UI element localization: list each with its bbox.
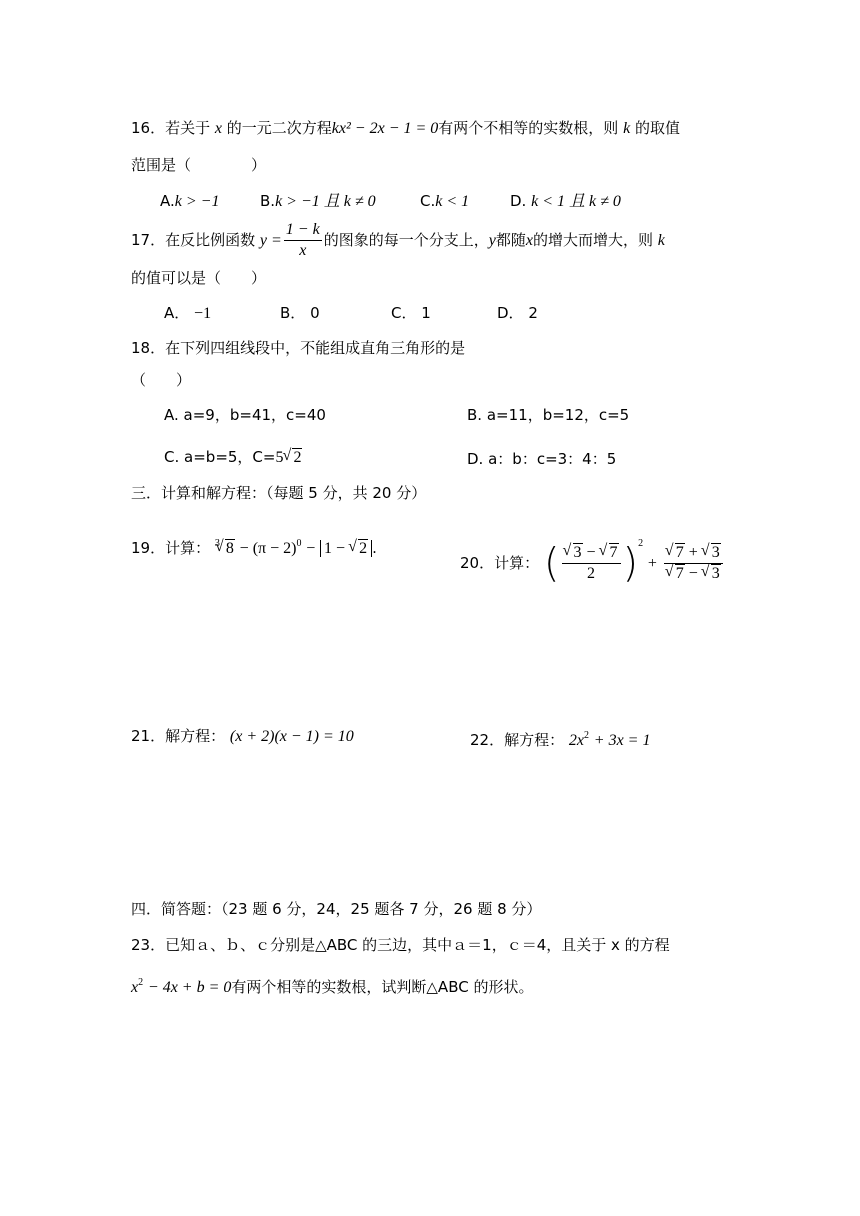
q18-option-b: B. a=11，b=12，c=5 <box>467 406 630 424</box>
q18-option-a: A. a=9，b=41，c=40 <box>164 406 326 424</box>
q17-option-c: C． 1 <box>391 304 431 322</box>
section3-title: 三．计算和解方程：（每题 5 分，共 20 分） <box>131 484 427 502</box>
q20: 20．计算： ( √ $\frac{3 - √ 7}{2}$ )$^2$ + √ 7 + √ 3 √ 7 − √ 3 <box>460 518 725 590</box>
q16-option-a: A.k > −1 <box>160 192 220 210</box>
q19: 19．计算： $^3$√ $8 - (\pi - 2)^0 - 1$ − √ 2 . <box>131 533 377 560</box>
q16-line2: 范围是（ ） <box>131 156 267 174</box>
q17-option-b: B． 0 <box>280 304 320 322</box>
q16-option-b: B.k > −1 且 k ≠ 0 <box>260 192 376 210</box>
q17-option-a: A． −1 <box>164 304 212 322</box>
q17-line1: 17．在反比例函数 y = $\frac{1 - k}{x}$ 的图象的每一个分支上，y都随x的增大而增大，则 k <box>131 221 665 259</box>
q17-fraction: $\frac{1 - k}{x}$ <box>285 221 320 259</box>
q22: 22．解方程： $2x^2 + 3x = 1$ <box>470 730 651 749</box>
q16-number: 16． <box>131 119 166 137</box>
q18-option-c: C. a=b=5，C=5√ 2 <box>164 446 302 469</box>
q18-option-d: D. a：b：c=3：4：5 <box>467 450 617 468</box>
q18-number: 18． <box>131 339 166 357</box>
q23-line1: 23．已知ａ、ｂ、ｃ分别是△ABC 的三边，其中ａ＝1，ｃ＝4，且关于 x 的方程 <box>131 936 670 954</box>
q21: 21．解方程： (x + 2)(x − 1) = 10 <box>131 727 354 745</box>
q18-line1: 18．在下列四组线段中，不能组成直角三角形的是 <box>131 339 466 357</box>
q17-number: 17． <box>131 231 166 249</box>
q16-option-d: D. k < 1 且 k ≠ 0 <box>510 192 621 210</box>
q23-line2: $x^2 - 4x + b = 0$有两个相等的实数根，试判断△ABC 的形状。 <box>131 977 534 996</box>
q16-line1: 16．若关于 x 的一元二次方程kx² − 2x − 1 = 0有两个不相等的实数根，则 k 的取值 <box>131 119 680 137</box>
q16-equation: kx² − 2x − 1 = 0 <box>331 120 439 137</box>
section4-title: 四．简答题：（23 题 6 分，24，25 题各 7 分，26 题 8 分） <box>131 900 542 918</box>
q16-option-c: C.k < 1 <box>420 192 470 210</box>
q17-line2: 的值可以是（ ） <box>131 269 267 287</box>
q17-option-d: D． 2 <box>497 304 538 322</box>
q18-paren: （ ） <box>131 371 192 389</box>
